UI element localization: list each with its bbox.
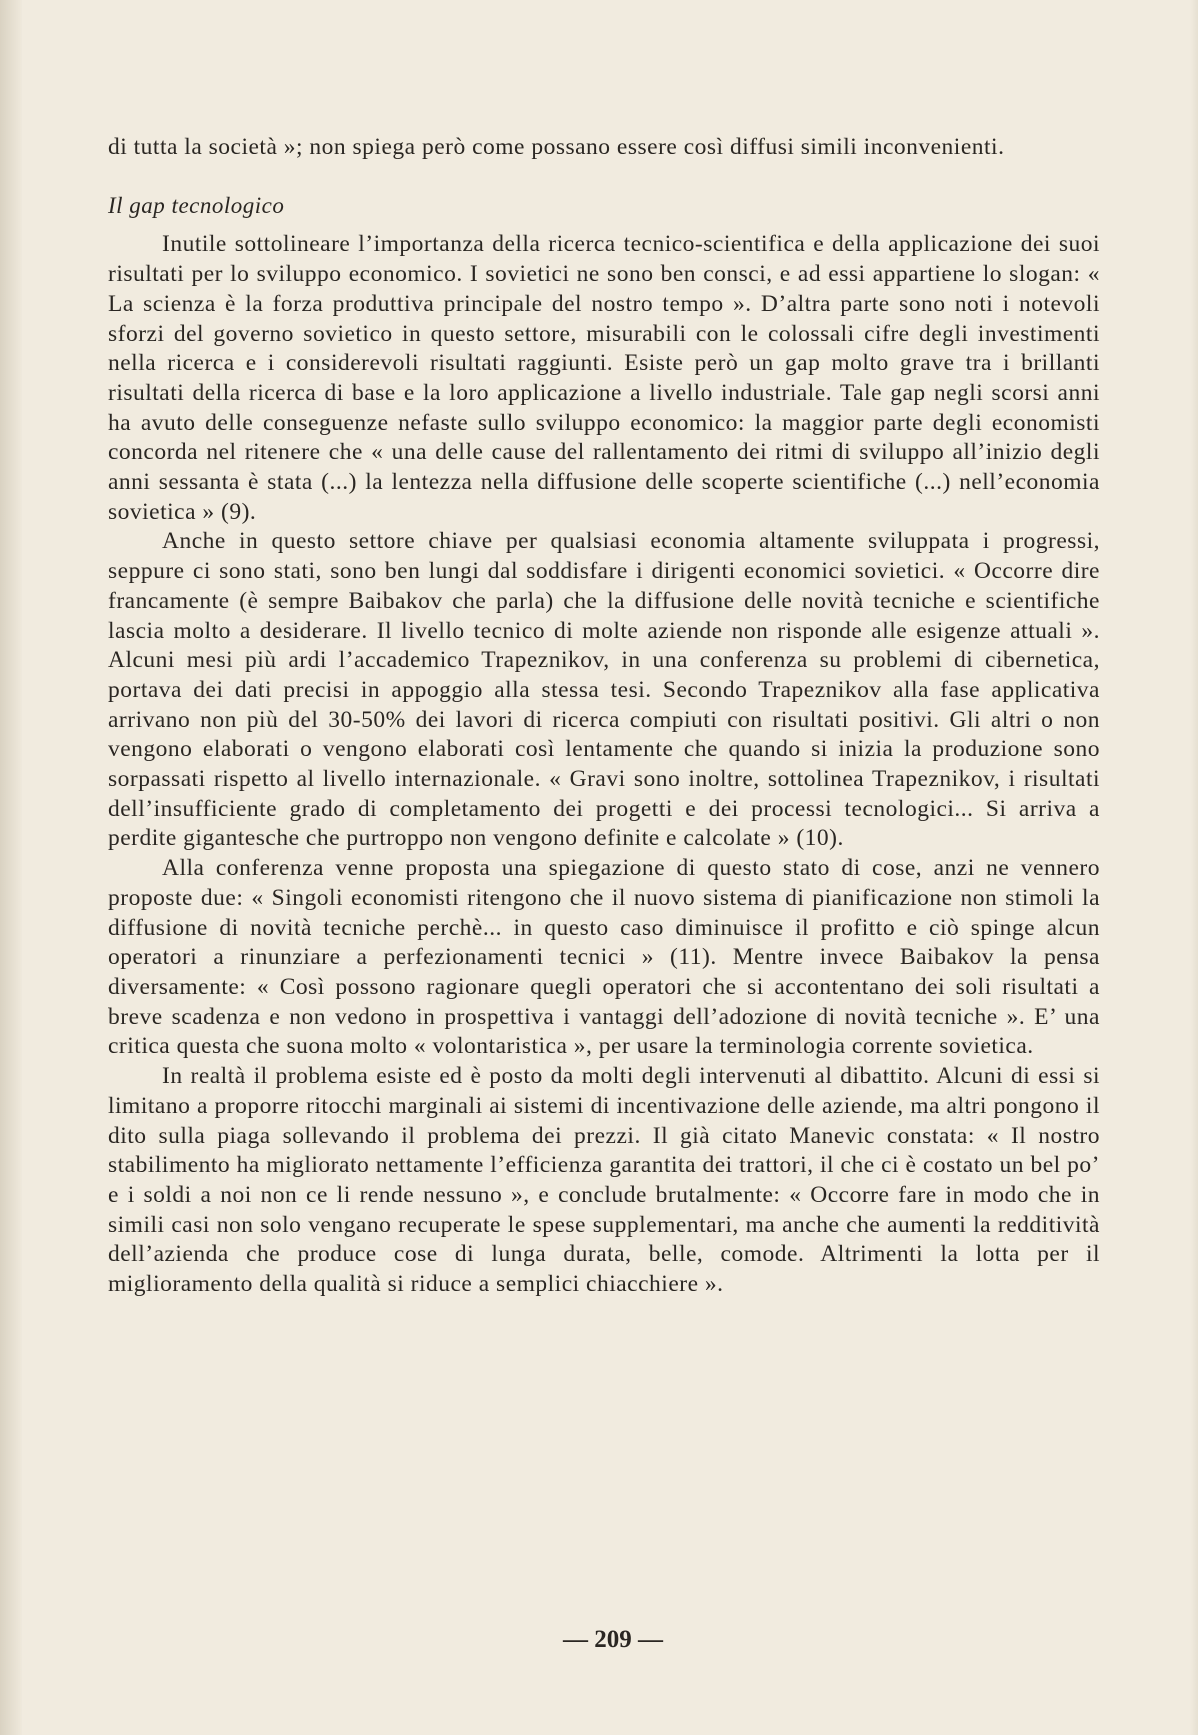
page-number: — 209 — — [563, 1626, 663, 1653]
page-left-edge — [0, 0, 22, 1735]
section-heading: Il gap tecnologico — [108, 192, 285, 218]
paragraph-3: Alla conferenza venne proposta una spiegazione di questo stato di cose, anzi ne vennero proposte due: « Singoli economisti ritengono che il nuovo sistema di pianificazione non stimoli la diffusione di novità tecniche perchè... in questo caso diminuisce il profitto e ciò spinge alcun operatori a rinunziare a perfezionamenti tecnici » (11). Mentre invece Baibakov la pensa diversamente: « Così possono ragionare quegli operatori che si accontentano dei soli risultati a breve scadenza e non vedono in prospettiva i vantaggi dell’adozione di novità tecniche ». E’ una critica questa che suona molto « volontaristica », per usare la terminologia corrente sovietica. — [108, 855, 1100, 1060]
page-right-edge — [1190, 0, 1198, 1735]
paragraph-1: Inutile sottolineare l’importanza della ricerca tecnico-scientifica e della applicazione dei suoi risultati per lo sviluppo economico. I sovietici ne sono ben consci, e ad essi appartiene lo slogan: « La scienza è la forza produttiva principale del nostro tempo ». D’altra parte sono noti i notevoli sforzi del governo sovietico in questo settore, misurabili con le colossali cifre degli investimenti nella ricerca e i considerevoli risultati raggiunti. Esiste però un gap molto grave tra i brillanti risultati della ricerca di base e la loro applicazione a livello industriale. Tale gap negli scorsi anni ha avuto delle conseguenze nefaste sullo sviluppo economico: la maggior parte degli economisti concorda nel ritenere che « una delle cause del rallentamento dei ritmi di sviluppo all’inizio degli anni sessanta è stata (...) la lentezza nella diffusione delle scoperte scientifiche (...) nell’economia sovietica » (9). — [108, 231, 1100, 525]
page-body-text — [108, 133, 1100, 1300]
paragraph-continuation: di tutta la società »; non spiega però come possano essere così diffusi simili inconvenienti. — [108, 134, 1005, 160]
paragraph-2: Anche in questo settore chiave per qualsiasi economia altamente sviluppata i progressi, seppure ci sono stati, sono ben lungi dal soddisfare i dirigenti economici sovietici. « Occorre dire francamente (è sempre Baibakov che parla) che la diffusione delle novità tecniche e scientifiche lascia molto a desiderare. Il livello tecnico di molte aziende non risponde alle esigenze attuali ». Alcuni mesi più ardi l’accademico Trapeznikov, in una conferenza su problemi di cibernetica, portava dei dati precisi in appoggio alla stessa tesi. Secondo Trapeznikov alla fase applicativa arrivano non più del 30-50% dei lavori di ricerca compiuti con risultati positivi. Gli altri o non vengono elaborati o vengono elaborati così lentamente che quando si inizia la produzione sono sorpassati rispetto al livello internazionale. « Gravi sono inoltre, sottolinea Trapeznikov, i risultati dell’insufficiente grado di completamento dei progetti e dei processi tecnologici... Si arriva a perdite gigantesche che purtroppo non vengono definite e calcolate » (10). — [108, 528, 1100, 852]
paragraph-4: In realtà il problema esiste ed è posto da molti degli intervenuti al dibattito. Alcuni di essi si limitano a proporre ritocchi marginali ai sistemi di incentivazione delle aziende, ma altri pongono il dito sulla piaga sollevando il problema dei prezzi. Il già citato Manevic constata: « Il nostro stabilimento ha migliorato nettamente l’efficienza garantita dei trattori, il che ci è costato un bel po’ e i soldi a noi non ce li rende nessuno », e conclude brutalmente: « Occorre fare in modo che in simili casi non solo vengano recuperate le spese supplementari, ma anche che aumenti la redditività dell’azienda che produce cose di lunga durata, belle, comode. Altrimenti la lotta per il miglioramento della qualità si riduce a semplici chiacchiere ». — [108, 1063, 1100, 1298]
